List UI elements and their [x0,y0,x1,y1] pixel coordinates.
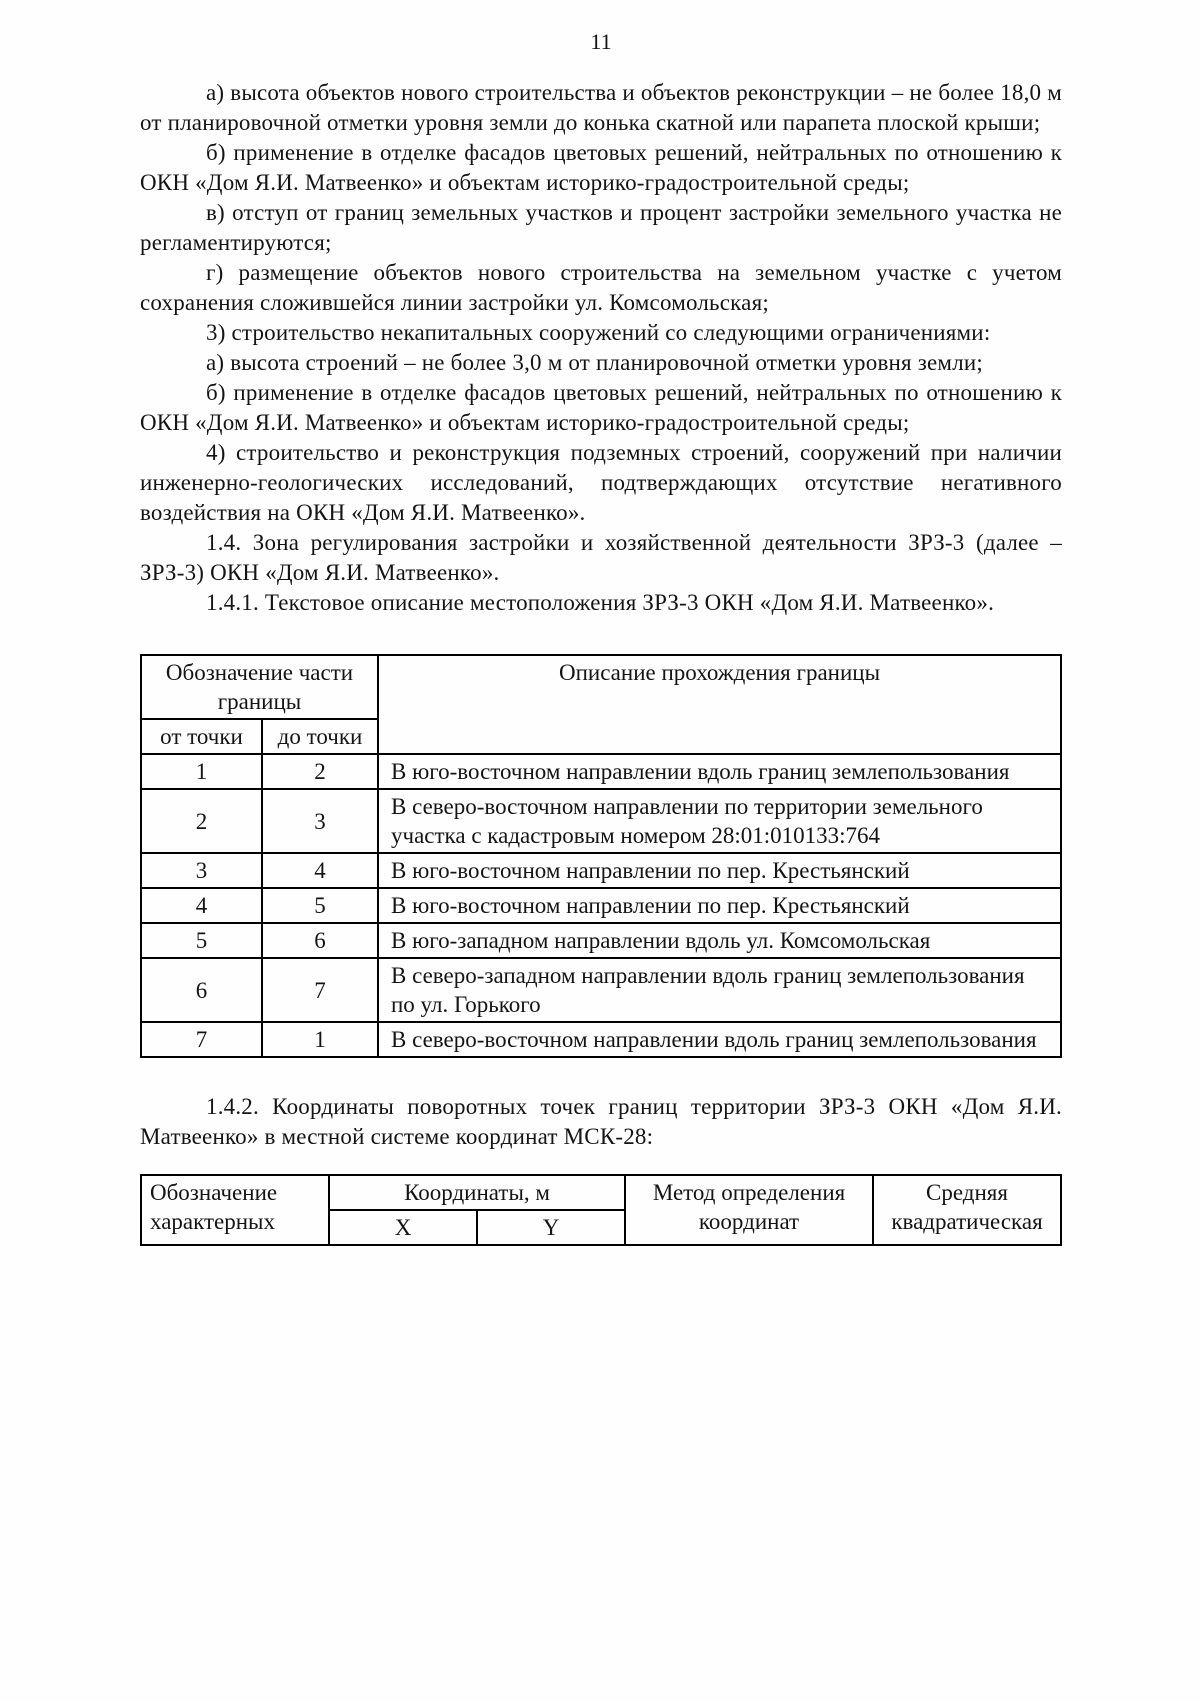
coords-table-header-row [141,1175,1061,1210]
from-point: 6 [141,958,262,1022]
boundary-description: В северо-восточном направлении вдоль границ землепользования [378,1022,1061,1057]
paragraph-a-building-height: а) высота строений – не более 3,0 м от планировочной отметки уровня земли; [206,350,983,375]
paragraph-b-facades-2: б) применение в отделке фасадов цветовых решений, нейтральных по отношению к ОКН «Дом Я.И. Матвеенко» и объектам историко-градостроительной среды; [140,380,1062,435]
to-point: 6 [262,923,378,958]
boundary-description: В юго-восточном направлении по пер. Крестьянский [378,853,1061,888]
paragraph-g-placement: г) размещение объектов нового строительства на земельном участке с учетом сохранения сложившейся линии застройки ул. Комсомольская; [140,260,1062,315]
boundary-table-header-row [141,655,1061,719]
to-point: 3 [262,789,378,853]
paragraph-4-underground: 4) строительство и реконструкция подземных строений, сооружений при наличии инженерно-геологических исследований, подтверждающих отсутствие негативного воздействия на ОКН «Дом Я.И. Матвеенко». [140,440,1062,525]
to-point: 4 [262,853,378,888]
from-point: 2 [141,789,262,853]
paragraph-a-height: а) высота объектов нового строительства и объектов реконструкции – не более 18,0 м от планировочной отметки уровня земли до конька скатной или парапета плоской крыши; [140,80,1062,135]
coords-header-designation: Обозначение характерных [141,1175,329,1245]
table-row [141,1022,1061,1057]
from-point: 7 [141,1022,262,1057]
to-point: 2 [262,754,378,789]
coords-header-coordinates: Координаты, м [329,1175,625,1210]
paragraph-1-4-1-description: 1.4.1. Текстовое описание местоположения ЗРЗ-3 ОКН «Дом Я.И. Матвеенко». [206,590,995,615]
table-row [141,853,1061,888]
coords-header-x: X [329,1210,477,1245]
table-row [141,754,1061,789]
paragraph-3-noncapital: 3) строительство некапитальных сооружений со следующими ограничениями: [206,320,991,345]
coords-table [140,1174,1062,1246]
boundary-description: В северо-западном направлении вдоль границ землепользования по ул. Горького [378,958,1061,1022]
paragraph-1-4-2-coords: 1.4.2. Координаты поворотных точек границ территории ЗРЗ-3 ОКН «Дом Я.И. Матвеенко» в местной системе координат МСК-28: [140,1094,1062,1149]
boundary-description: В юго-восточном направлении вдоль границ землепользования [378,754,1061,789]
table-row [141,923,1061,958]
coords-table-section [140,1174,1062,1246]
boundary-header-to: до точки [262,719,378,754]
coords-intro-section [140,1092,1062,1152]
table-row [141,789,1061,853]
coords-header-method: Метод определения координат [625,1175,873,1245]
to-point: 1 [262,1022,378,1057]
paragraph-1-4-zone: 1.4. Зона регулирования застройки и хозяйственной деятельности ЗРЗ-3 (далее – ЗРЗ-3) ОКН «Дом Я.И. Матвеенко». [140,530,1062,585]
boundary-header-description: Описание прохождения границы [378,655,1061,754]
paragraph-b-facades: б) применение в отделке фасадов цветовых решений, нейтральных по отношению к ОКН «Дом Я.И. Матвеенко» и объектам историко-градостроительной среды; [140,140,1062,195]
boundary-header-from: от точки [141,719,262,754]
boundary-description: В юго-западном направлении вдоль ул. Комсомольская [378,923,1061,958]
page-number: 11 [590,29,612,54]
coords-header-rmse: Средняя квадратическая [873,1175,1061,1245]
from-point: 3 [141,853,262,888]
to-point: 5 [262,888,378,923]
paragraph-v-setback: в) отступ от границ земельных участков и процент застройки земельного участка не регламентируются; [140,200,1062,255]
boundary-table-section [140,654,1062,1058]
boundary-description: В юго-восточном направлении по пер. Крестьянский [378,888,1061,923]
coords-header-y: Y [477,1210,625,1245]
table-row [141,958,1061,1022]
from-point: 1 [141,754,262,789]
to-point: 7 [262,958,378,1022]
boundary-description: В северо-восточном направлении по территории земельного участка с кадастровым номером 28:01:010133:764 [378,789,1061,853]
boundary-header-designation: Обозначение части границы [141,655,378,719]
table-row [141,888,1061,923]
body-text [140,78,1062,618]
boundary-table [140,654,1062,1058]
from-point: 4 [141,888,262,923]
from-point: 5 [141,923,262,958]
